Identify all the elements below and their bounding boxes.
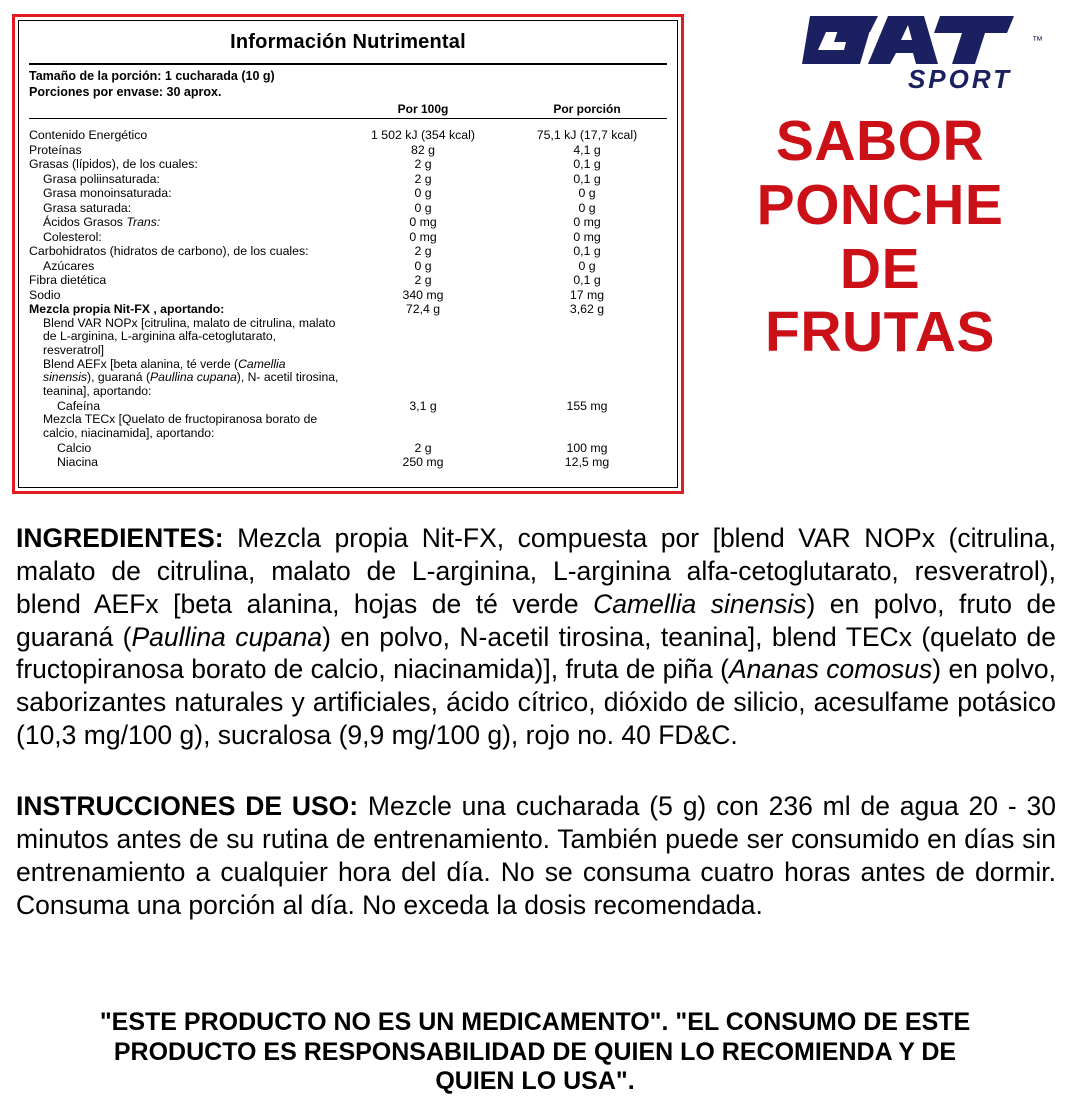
row-value-100g: 2 g xyxy=(414,244,432,259)
table-row-proprietary-blend xyxy=(29,302,667,317)
row-label: Contenido Energético xyxy=(29,128,148,143)
table-row xyxy=(29,215,667,230)
row-value-100g: 0 g xyxy=(414,258,432,273)
ingredients-text-4: ) en polvo, saborizantes naturales y artificiales, ácido cítrico, dióxido de silicio, acesulfame potásico (10,3 mg/100 g), sucralosa (9,9 mg/100 g), rojo no. 40 FD&C. xyxy=(16,654,1056,751)
row-label: Ácidos Grasos Trans: xyxy=(43,215,161,230)
serving-size: Tamaño de la porción: 1 cucharada (10 g) xyxy=(29,69,275,83)
table-row-niacin xyxy=(29,455,667,470)
table-row xyxy=(29,128,667,143)
nutrition-table xyxy=(29,121,667,469)
table-spacer xyxy=(29,121,667,128)
row-value-serving: 12,5 mg xyxy=(564,455,610,469)
table-row xyxy=(29,244,667,259)
row-label: Grasa poliinsaturada: xyxy=(43,171,160,186)
divider-top xyxy=(29,63,667,65)
nutrition-facts-panel xyxy=(12,14,684,494)
table-row-caffeine xyxy=(29,399,667,414)
flavor-line-4: FRUTAS xyxy=(765,300,995,365)
nutrition-panel-title: Información Nutrimental xyxy=(230,31,466,53)
row-value-serving xyxy=(507,413,667,440)
row-label: Mezcla propia Nit-FX , aportando: xyxy=(29,302,225,317)
ingredients-text-3: ) en polvo, N-acetil tirosina, teanina], blend TECx (quelato de fructopiranosa borato de calcio, niacinamida)], fruta de piña ( xyxy=(16,621,1057,685)
nutrition-facts-inner xyxy=(18,20,678,488)
divider-headers xyxy=(29,118,667,119)
instructions-section xyxy=(16,790,1056,921)
row-value-100g xyxy=(339,358,507,399)
gat-logo-icon xyxy=(800,8,1050,108)
flavor-line-3: DE xyxy=(839,236,921,301)
row-label: Azúcares xyxy=(43,258,95,273)
row-value-serving: 0 g xyxy=(578,186,596,201)
row-label: Grasa monoinsaturada: xyxy=(43,186,172,201)
row-label: Grasa saturada: xyxy=(43,200,132,215)
row-label: Cafeína xyxy=(57,398,101,413)
row-value-serving: 0,1 g xyxy=(573,244,601,259)
table-row-calcium xyxy=(29,441,667,456)
row-value-serving: 3,62 g xyxy=(569,302,605,317)
table-row xyxy=(29,201,667,216)
ingredients-text-2: ) en polvo, fruto de guaraná ( xyxy=(16,588,1056,652)
disclaimer-section xyxy=(40,1008,1030,1097)
table-row xyxy=(29,273,667,288)
row-value-serving: 0 g xyxy=(578,258,596,273)
table-row-blend-tecx xyxy=(29,413,667,440)
row-value-100g: 340 mg xyxy=(402,287,444,302)
row-value-100g: 2 g xyxy=(414,440,432,455)
column-header-per-serving: Por porción xyxy=(553,102,621,117)
blend-aefx-mid: ), guaraná ( xyxy=(87,370,151,385)
row-label: Colesterol: xyxy=(43,229,102,244)
row-value-100g: 72,4 g xyxy=(405,302,441,317)
table-row xyxy=(29,186,667,201)
row-value-100g xyxy=(339,413,507,440)
row-value-100g: 2 g xyxy=(414,171,432,186)
blend-aefx-post: ), N- acetil tirosina, teanina], aportando: xyxy=(43,370,339,399)
table-row xyxy=(29,172,667,187)
flavor-line-1: SABOR xyxy=(775,109,985,173)
flavor-line-2: PONCHE xyxy=(756,172,1004,237)
row-value-100g: 0 g xyxy=(414,200,432,215)
row-value-100g: 0 mg xyxy=(409,229,437,244)
row-value-100g: 0 g xyxy=(414,186,432,201)
row-value-100g: 250 mg xyxy=(402,455,444,469)
row-value-100g: 0 mg xyxy=(409,215,437,230)
ingredients-species-1: Camellia sinensis xyxy=(593,588,807,619)
gat-sport-logo xyxy=(800,8,1050,100)
row-label: Niacina xyxy=(57,455,99,469)
row-value-100g: 3,1 g xyxy=(409,398,437,413)
blend-aefx-description xyxy=(29,358,339,399)
servings-per-container: Porciones por envase: 30 aprox. xyxy=(29,84,222,99)
ingredients-text-1: Mezcla propia Nit-FX, compuesta por [blend VAR NOPx (citrulina, malato de citrulina, malato de L-arginina, L-arginina alfa-cetoglutarato, resveratrol), blend AEFx [beta alanina, hojas de té verde xyxy=(16,523,1056,619)
row-value-serving: 155 mg xyxy=(566,398,608,413)
disclaimer-line-3: QUIEN LO USA". xyxy=(435,1067,635,1095)
table-row-blend-aefx xyxy=(29,358,667,399)
blend-aefx-species-1: Camellia sinensis xyxy=(43,356,286,385)
row-label: Sodio xyxy=(29,287,61,302)
ingredients-heading: INGREDIENTES: xyxy=(16,523,224,553)
column-header-per-100g: Por 100g xyxy=(397,102,449,117)
blend-aefx-species-2: Paullina cupana xyxy=(150,370,237,385)
blend-aefx-pre: Blend AEFx [beta alanina, té verde ( xyxy=(43,356,239,371)
row-label: Proteínas xyxy=(29,142,82,157)
row-value-serving xyxy=(507,317,667,358)
row-label: Calcio xyxy=(57,440,92,455)
flavor-title xyxy=(700,110,1060,365)
row-value-serving xyxy=(507,358,667,399)
row-value-serving: 100 mg xyxy=(566,440,608,455)
row-value-serving: 75,1 kJ (17,7 kcal) xyxy=(536,128,638,143)
row-value-serving: 0 mg xyxy=(573,229,601,244)
row-label: Carbohidratos (hidratos de carbono), de los cuales: xyxy=(29,244,309,259)
ingredients-section xyxy=(16,522,1056,752)
row-value-serving: 0 mg xyxy=(573,215,601,230)
row-value-serving: 4,1 g xyxy=(573,142,601,157)
disclaimer-line-2: PRODUCTO ES RESPONSABILIDAD DE QUIEN LO RECOMIENDA Y DE xyxy=(113,1037,957,1066)
disclaimer-line-1: "ESTE PRODUCTO NO ES UN MEDICAMENTO". "EL CONSUMO DE ESTE xyxy=(99,1008,971,1036)
table-row xyxy=(29,143,667,158)
row-value-serving: 0,1 g xyxy=(573,157,601,172)
svg-text:™: ™ xyxy=(1032,35,1043,47)
row-value-100g: 2 g xyxy=(414,157,432,172)
row-label: Fibra dietética xyxy=(29,273,107,288)
row-value-serving: 0,1 g xyxy=(573,273,601,288)
blend-tecx-description: Mezcla TECx [Quelato de fructopiranosa borato de calcio, niacinamida], aportando: xyxy=(43,412,318,440)
table-row-blend-var xyxy=(29,317,667,358)
row-value-100g xyxy=(339,317,507,358)
table-row xyxy=(29,230,667,245)
row-value-serving: 17 mg xyxy=(569,287,605,302)
table-row xyxy=(29,259,667,274)
blend-var-description: Blend VAR NOPx [citrulina, malato de citrulina, malato de L-arginina, L-arginina alfa-cetoglutarato, resveratrol] xyxy=(43,315,336,358)
ingredients-species-3: Ananas comosus xyxy=(728,654,933,685)
column-headers xyxy=(29,102,667,116)
ingredients-species-2: Paullina cupana xyxy=(131,621,323,652)
row-value-serving: 0,1 g xyxy=(573,171,601,186)
row-label: Grasas (lípidos), de los cuales: xyxy=(29,157,198,172)
row-value-100g: 82 g xyxy=(411,142,435,157)
instructions-text: Mezcle una cucharada (5 g) con 236 ml de agua 20 - 30 minutos antes de su rutina de entrenamiento. También puede ser consumido en días sin entrenamiento a cualquier hora del día. No se consuma cuatro horas antes de dormir. Consuma una porción al día. No exceda la dosis recomendada. xyxy=(16,791,1056,920)
instructions-heading: INSTRUCCIONES DE USO: xyxy=(16,791,359,821)
row-value-100g: 1 502 kJ (354 kcal) xyxy=(371,128,475,143)
svg-text:SPORT: SPORT xyxy=(907,64,1013,94)
row-value-serving: 0 g xyxy=(578,200,596,215)
table-row xyxy=(29,157,667,172)
row-value-100g: 2 g xyxy=(414,273,432,288)
table-row xyxy=(29,288,667,303)
